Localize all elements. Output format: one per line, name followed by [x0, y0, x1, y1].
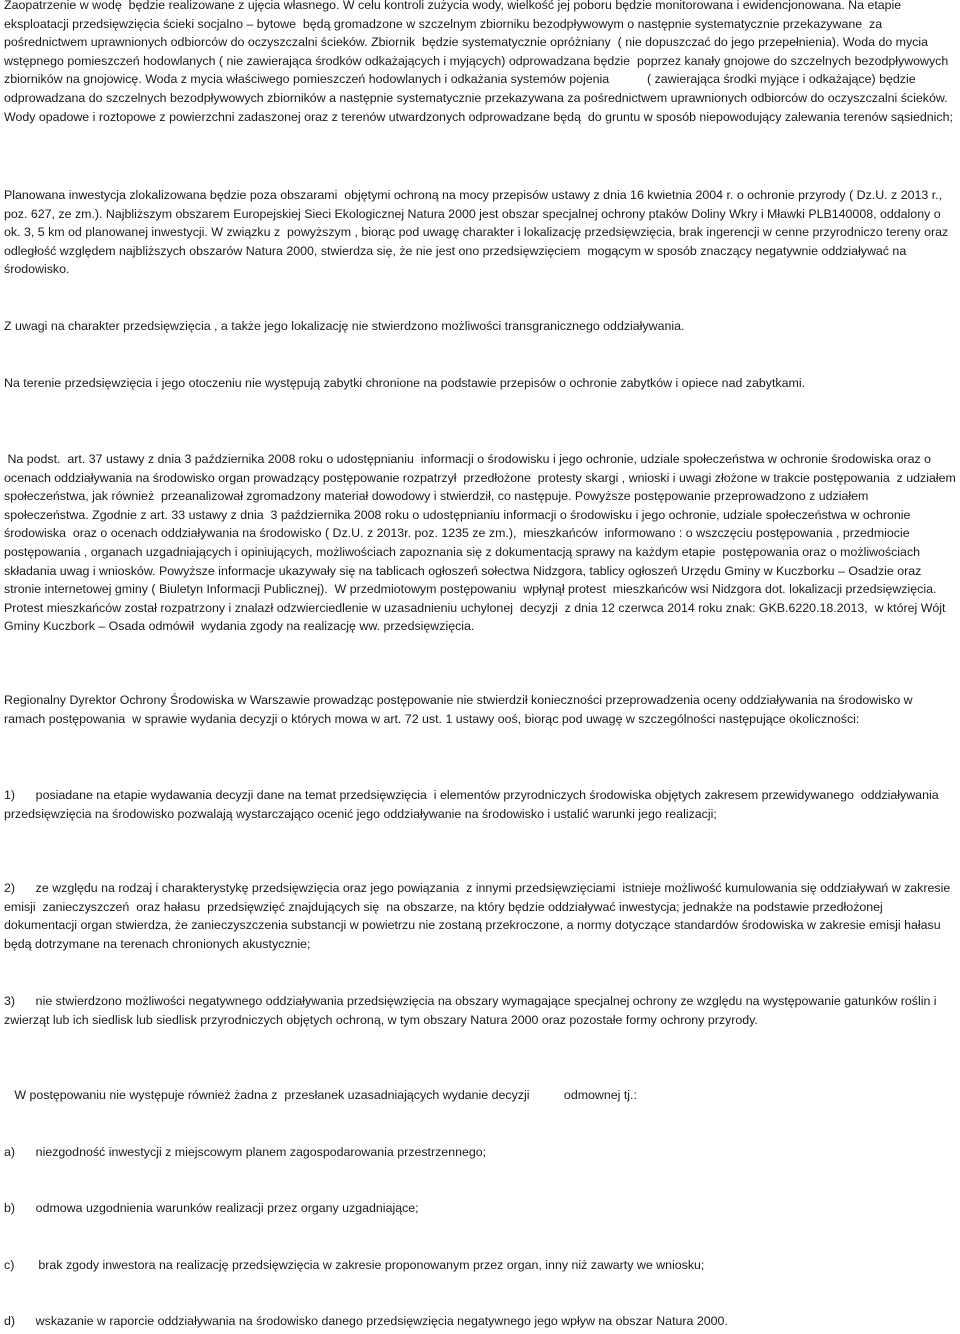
- paragraph-text: Planowana inwestycja zlokalizowana będzie poza obszarami objętymi ochroną na mocy przepisów ustawy z dnia 16 kwietnia 2004 r. o ochronie przyrody ( Dz.U. z 2013 r., poz. 627, ze zm.). Najbliższym obszarem Europejskiej Sieci Ekologicznej Natura 2000 jest obszar specjalnej ochrony ptaków Doliny Wkry i Mławki PLB140008, oddalony o ok. 3, 5 km od planowanej inwestycji. W związku z powyższym , biorąc pod uwagę charakter i lokalizację przedsięwzięcia, brak ingerencji w cenne przyrodniczo tereny oraz odległość względem najbliższych obszarów Natura 2000, stwierdza się, że nie jest ono przedsięwzięciem mogącym w sposób znaczący negatywnie oddziaływać na środowisko.: [4, 188, 952, 277]
- list-item-a: [4, 1143, 956, 1162]
- paragraph-text: Na terenie przedsięwzięcia i jego otoczeniu nie występują zabytki chronione na podstawie przepisów o ochronie zabytków i opiece nad zabytkami.: [4, 376, 806, 390]
- paragraph-refusal-grounds: [4, 1086, 956, 1105]
- paragraph-text: Z uwagi na charakter przedsięwzięcia , a także jego lokalizację nie stwierdzono możliwości transgranicznego oddziaływania.: [4, 319, 685, 333]
- list-item-d: [4, 1312, 956, 1331]
- list-item-text: b) odmowa uzgodnienia warunków realizacji przez organy uzgadniające;: [4, 1201, 419, 1215]
- list-item-3: [4, 992, 956, 1029]
- list-item-text: 1) posiadane na etapie wydawania decyzji dane na temat przedsięwzięcia i elementów przyrodniczych środowiska objętych zakresem przewidywanego oddziaływania przedsięwzięcia na środowisko pozwalają wystarczająco ocenić jego oddziaływanie na środowisko i ustalić warunki jego realizacji;: [4, 788, 943, 821]
- paragraph-text: Zaopatrzenie w wodę będzie realizowane z ujęcia własnego. W celu kontroli zużycia wody, wielkość jej poboru będzie monitorowana i ewidencjonowana. Na etapie eksploatacji przedsięwzięcia ścieki socjalno – bytowe będą gromadzone w szczelnym zbiorniku bezodpływowym o następnie systematycznie przekazywane za pośrednictwem uprawnionych odbiorców do oczyszczalni ścieków. Zbiornik będzie systematycznie opróżniany ( nie dopuszczać do jego przepełnienia). Woda do mycia wstępnego pomieszczeń hodowlanych ( nie zawierająca środków odkażających i myjących) odprowadzana będzie poprzez kanały gnojowe do szczelnych bezodpływowych zbiorników na gnojowicę. Woda z mycia właściwego pomieszczeń hodowlanych i odkażania systemów pojenia ( zawierająca środki myjące i odkażające) będzie odprowadzana do szczelnych bezodpływowych zbiorników a następnie systematycznie przekazywana za pośrednictwem uprawnionych odbiorców do oczyszczalni ścieków. Wody opadowe i roztopowe z powierzchni zadaszonej oraz z terenów utwardzonych odprowadzane będą do gruntu w sposób niepowodujący zalewania terenów sąsiednich;: [4, 0, 955, 124]
- paragraph-natura-2000: [4, 186, 956, 279]
- list-item-text: d) wskazanie w raporcie oddziaływania na środowisko danego przedsięwzięcia negatywnego jego wpływ na obszar Natura 2000.: [4, 1314, 728, 1328]
- list-item-b: [4, 1199, 956, 1218]
- list-item-text: c) brak zgody inwestora na realizację przedsięwzięcia w zakresie proponowanym przez organ, inny niż zawarty we wniosku;: [4, 1258, 705, 1272]
- paragraph-article-37: [4, 450, 960, 636]
- list-item-1: [4, 786, 956, 823]
- paragraph-rdos: [4, 691, 956, 728]
- list-item-text: a) niezgodność inwestycji z miejscowym planem zagospodarowania przestrzennego;: [4, 1145, 487, 1159]
- paragraph-transboundary: [4, 317, 956, 336]
- paragraph-text: Regionalny Dyrektor Ochrony Środowiska w Warszawie prowadząc postępowanie nie stwierdził konieczności przeprowadzenia oceny oddziaływania na środowisko w ramach postępowania w sprawie wydania decyzji o których mowa w art. 72 ust. 1 ustawy ooś, biorąc pod uwagę w szczególności następujące okoliczności:: [4, 693, 917, 726]
- list-item-text: 3) nie stwierdzono możliwości negatywnego oddziaływania przedsięwzięcia na obszary wymagające specjalnej ochrony ze względu na występowanie gatunków roślin i zwierząt lub ich siedlisk lub siedlisk przyrodniczych objętych ochroną, w tym obszary Natura 2000 oraz pozostałe formy ochrony przyrody.: [4, 994, 940, 1027]
- paragraph-text: Na podst. art. 37 ustawy z dnia 3 października 2008 roku o udostępnianiu informacji o środowisku i jego ochronie, udziale społeczeństwa w ochronie środowiska oraz o ocenach oddziaływania na środowisko organ prowadzący postępowanie rozpatrzył przedłożone protesty skargi , wnioski i uwagi złożone w trakcie postępowania z udziałem społeczeństwa, jak również przeanalizował zgromadzony materiał dowodowy i stwierdził, co następuje. Powyższe postępowanie przeprowadzono z udziałem społeczeństwa. Zgodnie z art. 33 ustawy z dnia 3 października 2008 roku o udostępnianiu informacji o środowisku i jego ochronie, udziale społeczeństwa w ochronie środowiska oraz o ocenach oddziaływania na środowisko ( Dz.U. z 2013r. poz. 1235 ze zm.), mieszkańców informowano : o wszczęciu postępowania , przedmiocie postępowania , organach uzgadniających i opiniujących, możliwościach zapoznania się z dokumentacją sprawy na każdym etapie postępowania oraz o możliwościach składania uwag i wniosków. Powyższe informacje ukazywały się na tablicach ogłoszeń sołectwa Nidzgora, tablicy ogłoszeń Urzędu Gminy w Kuczborku – Osadzie oraz stronie internetowej gminy ( Biuletyn Informacji Publicznej). W przedmiotowym postępowaniu wpłynął protest mieszkańców wsi Nidzgora dot. lokalizacji przedsięwzięcia. Protest mieszkańców został rozpatrzony i znalazł odzwierciedlenie w uzasadnieniu uchylonej decyzji z dnia 12 czerwca 2014 roku znak: GKB.6220.18.2013, w której Wójt Gminy Kuczbork – Osada odmówił wydania zgody na realizację ww. przedsięwzięcia.: [4, 452, 960, 634]
- list-item-text: 2) ze względu na rodzaj i charakterystykę przedsięwzięcia oraz jego powiązania z innymi przedsięwzięciami istnieje możliwość kumulowania się oddziaływań w zakresie emisji zanieczyszczeń oraz hałasu przedsięwzięć znajdujących się na obszarze, na który będzie oddziaływać inwestycja; jednakże na podstawie przedłożonej dokumentacji organ stwierdza, że zanieczyszczenia substancji w powietrzu nie zostaną przekroczone, a normy dotyczące standardów środowiska w zakresie emisji hałasu będą dotrzymane na terenach chronionych akustycznie;: [4, 881, 954, 951]
- list-item-c: [4, 1256, 956, 1275]
- paragraph-water-sewage: [4, 0, 956, 126]
- list-item-2: [4, 879, 956, 953]
- paragraph-monuments: [4, 374, 956, 393]
- paragraph-text: W postępowaniu nie występuje również żadna z przesłanek uzasadniających wydanie decyzji odmownej tj.:: [4, 1088, 637, 1102]
